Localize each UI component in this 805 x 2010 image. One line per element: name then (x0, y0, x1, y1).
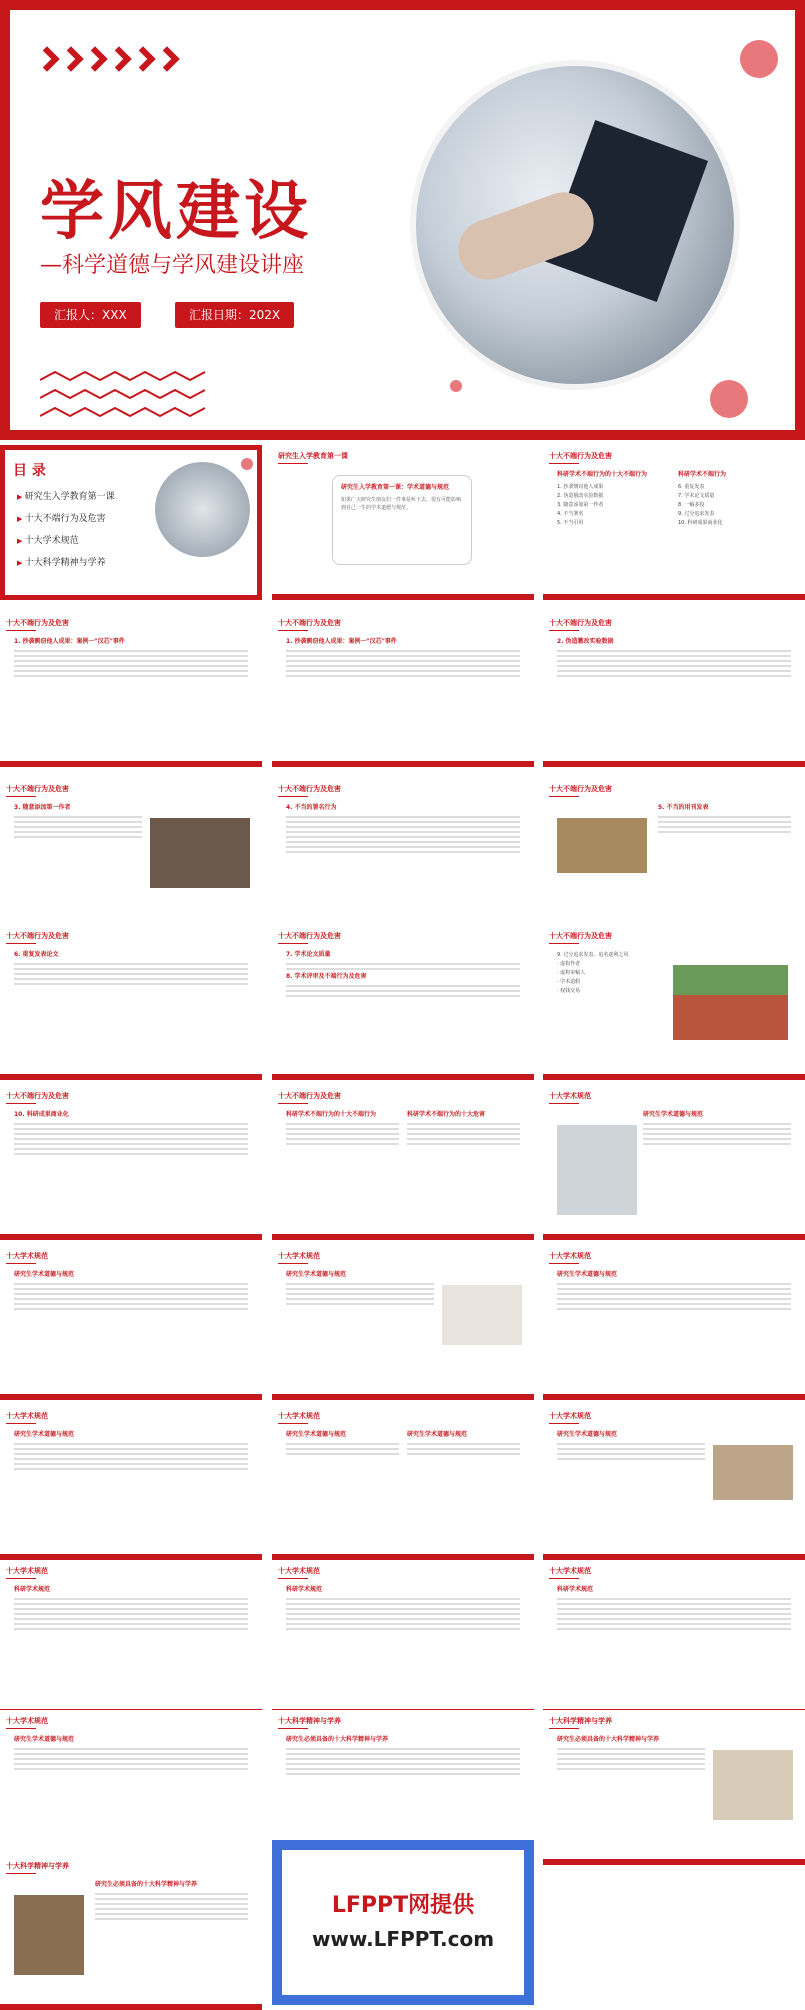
toc-list (17, 486, 115, 574)
slide-heading: 十大学术规范 (278, 1411, 320, 1424)
slide-title: 研究生入学教育第一课：学术道德与规范 (341, 484, 450, 491)
slide-title: 2. 伪造篡改实验数据 (557, 638, 614, 645)
list-item: 8. 一稿多投 (678, 502, 705, 508)
list-item: 3. 随意添加第一作者 (557, 502, 604, 508)
slide (0, 1405, 262, 1560)
business-photo (410, 60, 740, 390)
slide-heading: 十大不端行为及危害 (278, 618, 341, 631)
slide-title: 科研学术规范 (557, 1586, 594, 1593)
slide-subtitle: 科研学术不端行为 (678, 471, 727, 478)
slide-heading: 十大不端行为及危害 (6, 618, 69, 631)
date-pill: 汇报日期：202X (175, 302, 294, 328)
slide-title: 科研学术规范 (14, 1586, 51, 1593)
writing-photo (442, 1285, 522, 1345)
books-photo (713, 1750, 793, 1820)
slide-title: 研究生学术道德与规范 (557, 1431, 618, 1438)
list-item: 4. 不当署名 (557, 511, 584, 517)
desk-photo (557, 818, 647, 873)
list-item: 9. 过分追求发表 (678, 511, 715, 517)
meeting-photo (150, 818, 250, 888)
slide-heading: 十大不端行为及危害 (6, 1091, 69, 1104)
slide (0, 778, 262, 933)
slide-heading: 十大学术规范 (6, 1566, 48, 1579)
toc-item: ▶ 十大学术规范 (17, 530, 115, 552)
slide-heading: 十大不端行为及危害 (549, 451, 612, 464)
slide-title: 1. 抄袭剽窃他人成果：案例一"汉芯"事件 (14, 638, 125, 645)
slide-text: 如果广大研究生朋友们一件事是听下去，很有可能影响到自己一生的学术道德与规范。 (341, 497, 462, 511)
list-item: · 权钱交易 (557, 988, 581, 994)
list-item: · 虚构审稿人 (557, 970, 586, 976)
presenter-pill: 汇报人：XXX (40, 302, 141, 328)
slide-title: 研究生学术道德与规范 (14, 1271, 75, 1278)
slide (543, 445, 805, 600)
slide-heading: 十大不端行为及危害 (549, 931, 612, 944)
slide-title: 5. 不当的用刊发表 (658, 804, 709, 811)
promo-line1: LFPPT网提供 (331, 1893, 475, 1918)
slide-heading: 十大不端行为及危害 (549, 784, 612, 797)
slide-subtitle: 科研学术不端行为的十大不端行为 (286, 1111, 377, 1118)
slide-title: 6. 重复发表论文 (14, 951, 59, 958)
list-item: · 学术造假 (557, 979, 581, 985)
slide (272, 1085, 534, 1240)
toc-slide (0, 445, 262, 600)
book-photo (713, 1445, 793, 1500)
slide-heading: 十大不端行为及危害 (6, 931, 69, 944)
slide-title: 研究生学术道德与规范 (14, 1431, 75, 1438)
wave-decoration (40, 370, 210, 420)
slide (543, 778, 805, 933)
slide-title: 8. 学术评审及不端行为及危害 (286, 973, 367, 980)
toc-item: ▶ 十大不端行为及危害 (17, 508, 115, 530)
slide-title: 4. 不当的署名行为 (286, 804, 337, 811)
promo-panel (272, 1840, 534, 2005)
slide (543, 1710, 805, 1865)
toc-item: ▶ 研究生入学教育第一课 (17, 486, 115, 508)
slide-heading: 研究生入学教育第一课 (278, 451, 348, 464)
slide-title: 10. 科研成果商业化 (14, 1111, 69, 1118)
slide-title: 科研学术规范 (286, 1586, 323, 1593)
slide-heading: 十大学术规范 (549, 1411, 591, 1424)
slide-title: 研究生学术道德与规范 (643, 1111, 704, 1118)
chevron-decoration (38, 50, 176, 68)
slide (272, 925, 534, 1080)
slide (272, 778, 534, 933)
list-item: 7. 学术论文质量 (678, 493, 715, 499)
slide (543, 1245, 805, 1400)
list-item: 2. 伪造篡改实验数据 (557, 493, 604, 499)
decor-dot (241, 458, 253, 470)
toc-item: ▶ 十大科学精神与学养 (17, 552, 115, 574)
slide-title: 研究生必须具备的十大科学精神与学养 (95, 1881, 198, 1888)
slide (272, 445, 534, 600)
slide-title: 研究生学术道德与规范 (286, 1271, 347, 1278)
slide (543, 1560, 805, 1715)
office-photo (557, 1125, 637, 1215)
slide (272, 1560, 534, 1715)
slide (272, 1245, 534, 1400)
slide-heading: 十大不端行为及危害 (278, 784, 341, 797)
toc-title: 目 录 (13, 463, 46, 479)
slide-textbox (332, 475, 472, 565)
slide-title: 研究生学术道德与规范 (14, 1736, 75, 1743)
slide-heading: 十大科学精神与学养 (549, 1716, 612, 1729)
slide-heading: 十大学术规范 (6, 1251, 48, 1264)
slide-heading: 十大学术规范 (6, 1411, 48, 1424)
toc-photo (155, 462, 250, 557)
cover-subtitle: —科学道德与学风建设讲座 (40, 253, 305, 278)
slide-heading: 十大不端行为及危害 (549, 618, 612, 631)
list-item: 10. 科研成果商业化 (678, 520, 723, 526)
promo-line2: www.LFPPT.com (311, 1927, 495, 1951)
slide-title: 研究生学术道德与规范 (286, 1431, 347, 1438)
slide (0, 1710, 262, 1865)
slide (543, 1085, 805, 1240)
decor-dot (450, 380, 462, 392)
slide (543, 1405, 805, 1560)
slide-title: 研究生必须具备的十大科学精神与学养 (286, 1736, 389, 1743)
library-photo (14, 1895, 84, 1975)
slide-heading: 十大学术规范 (549, 1251, 591, 1264)
decor-dot (710, 380, 748, 418)
slide-title: 7. 学术论文质量 (286, 951, 331, 958)
slide-subtitle: 科研学术不端行为的十大不端行为 (557, 471, 648, 478)
slide-heading: 十大不端行为及危害 (278, 931, 341, 944)
list-item: 6. 重复发表 (678, 484, 705, 490)
slide (272, 612, 534, 767)
slide (0, 1560, 262, 1715)
list-item: 5. 不当引用 (557, 520, 584, 526)
slide (0, 612, 262, 767)
slide-heading: 十大不端行为及危害 (278, 1091, 341, 1104)
cover-slide (0, 0, 805, 440)
slide-heading: 十大学术规范 (278, 1566, 320, 1579)
slide (272, 1405, 534, 1560)
slide-title: 1. 抄袭剽窃他人成果：案例一"汉芯"事件 (286, 638, 397, 645)
list-item: 9. 过分追求发表、追名逐利之风 (557, 952, 629, 958)
slide-heading: 十大学术规范 (278, 1251, 320, 1264)
slide-heading: 十大科学精神与学养 (278, 1716, 341, 1729)
decor-dot (740, 40, 778, 78)
cover-title: 学风建设 (40, 175, 312, 249)
list-item: · 虚构作者 (557, 961, 581, 967)
slide (543, 612, 805, 767)
slide-subtitle: 科研学术不端行为的十大危害 (407, 1111, 486, 1118)
slide-title: 研究生学术道德与规范 (557, 1271, 618, 1278)
list-item: 1. 抄袭剽窃他人成果 (557, 484, 604, 490)
slide-heading: 十大不端行为及危害 (6, 784, 69, 797)
slide-title: 研究生必须具备的十大科学精神与学养 (557, 1736, 660, 1743)
track-photo (673, 965, 788, 1040)
slide-heading: 十大科学精神与学养 (6, 1861, 69, 1874)
slide-title: 研究生学术道德与规范 (407, 1431, 468, 1438)
slide (0, 1855, 262, 2010)
slide (0, 1085, 262, 1240)
slide-heading: 十大学术规范 (6, 1716, 48, 1729)
slide-heading: 十大学术规范 (549, 1091, 591, 1104)
slide (0, 925, 262, 1080)
slide (0, 1245, 262, 1400)
slide-title: 3. 随意添加第一作者 (14, 804, 71, 811)
slide (543, 925, 805, 1080)
slide-heading: 十大学术规范 (549, 1566, 591, 1579)
